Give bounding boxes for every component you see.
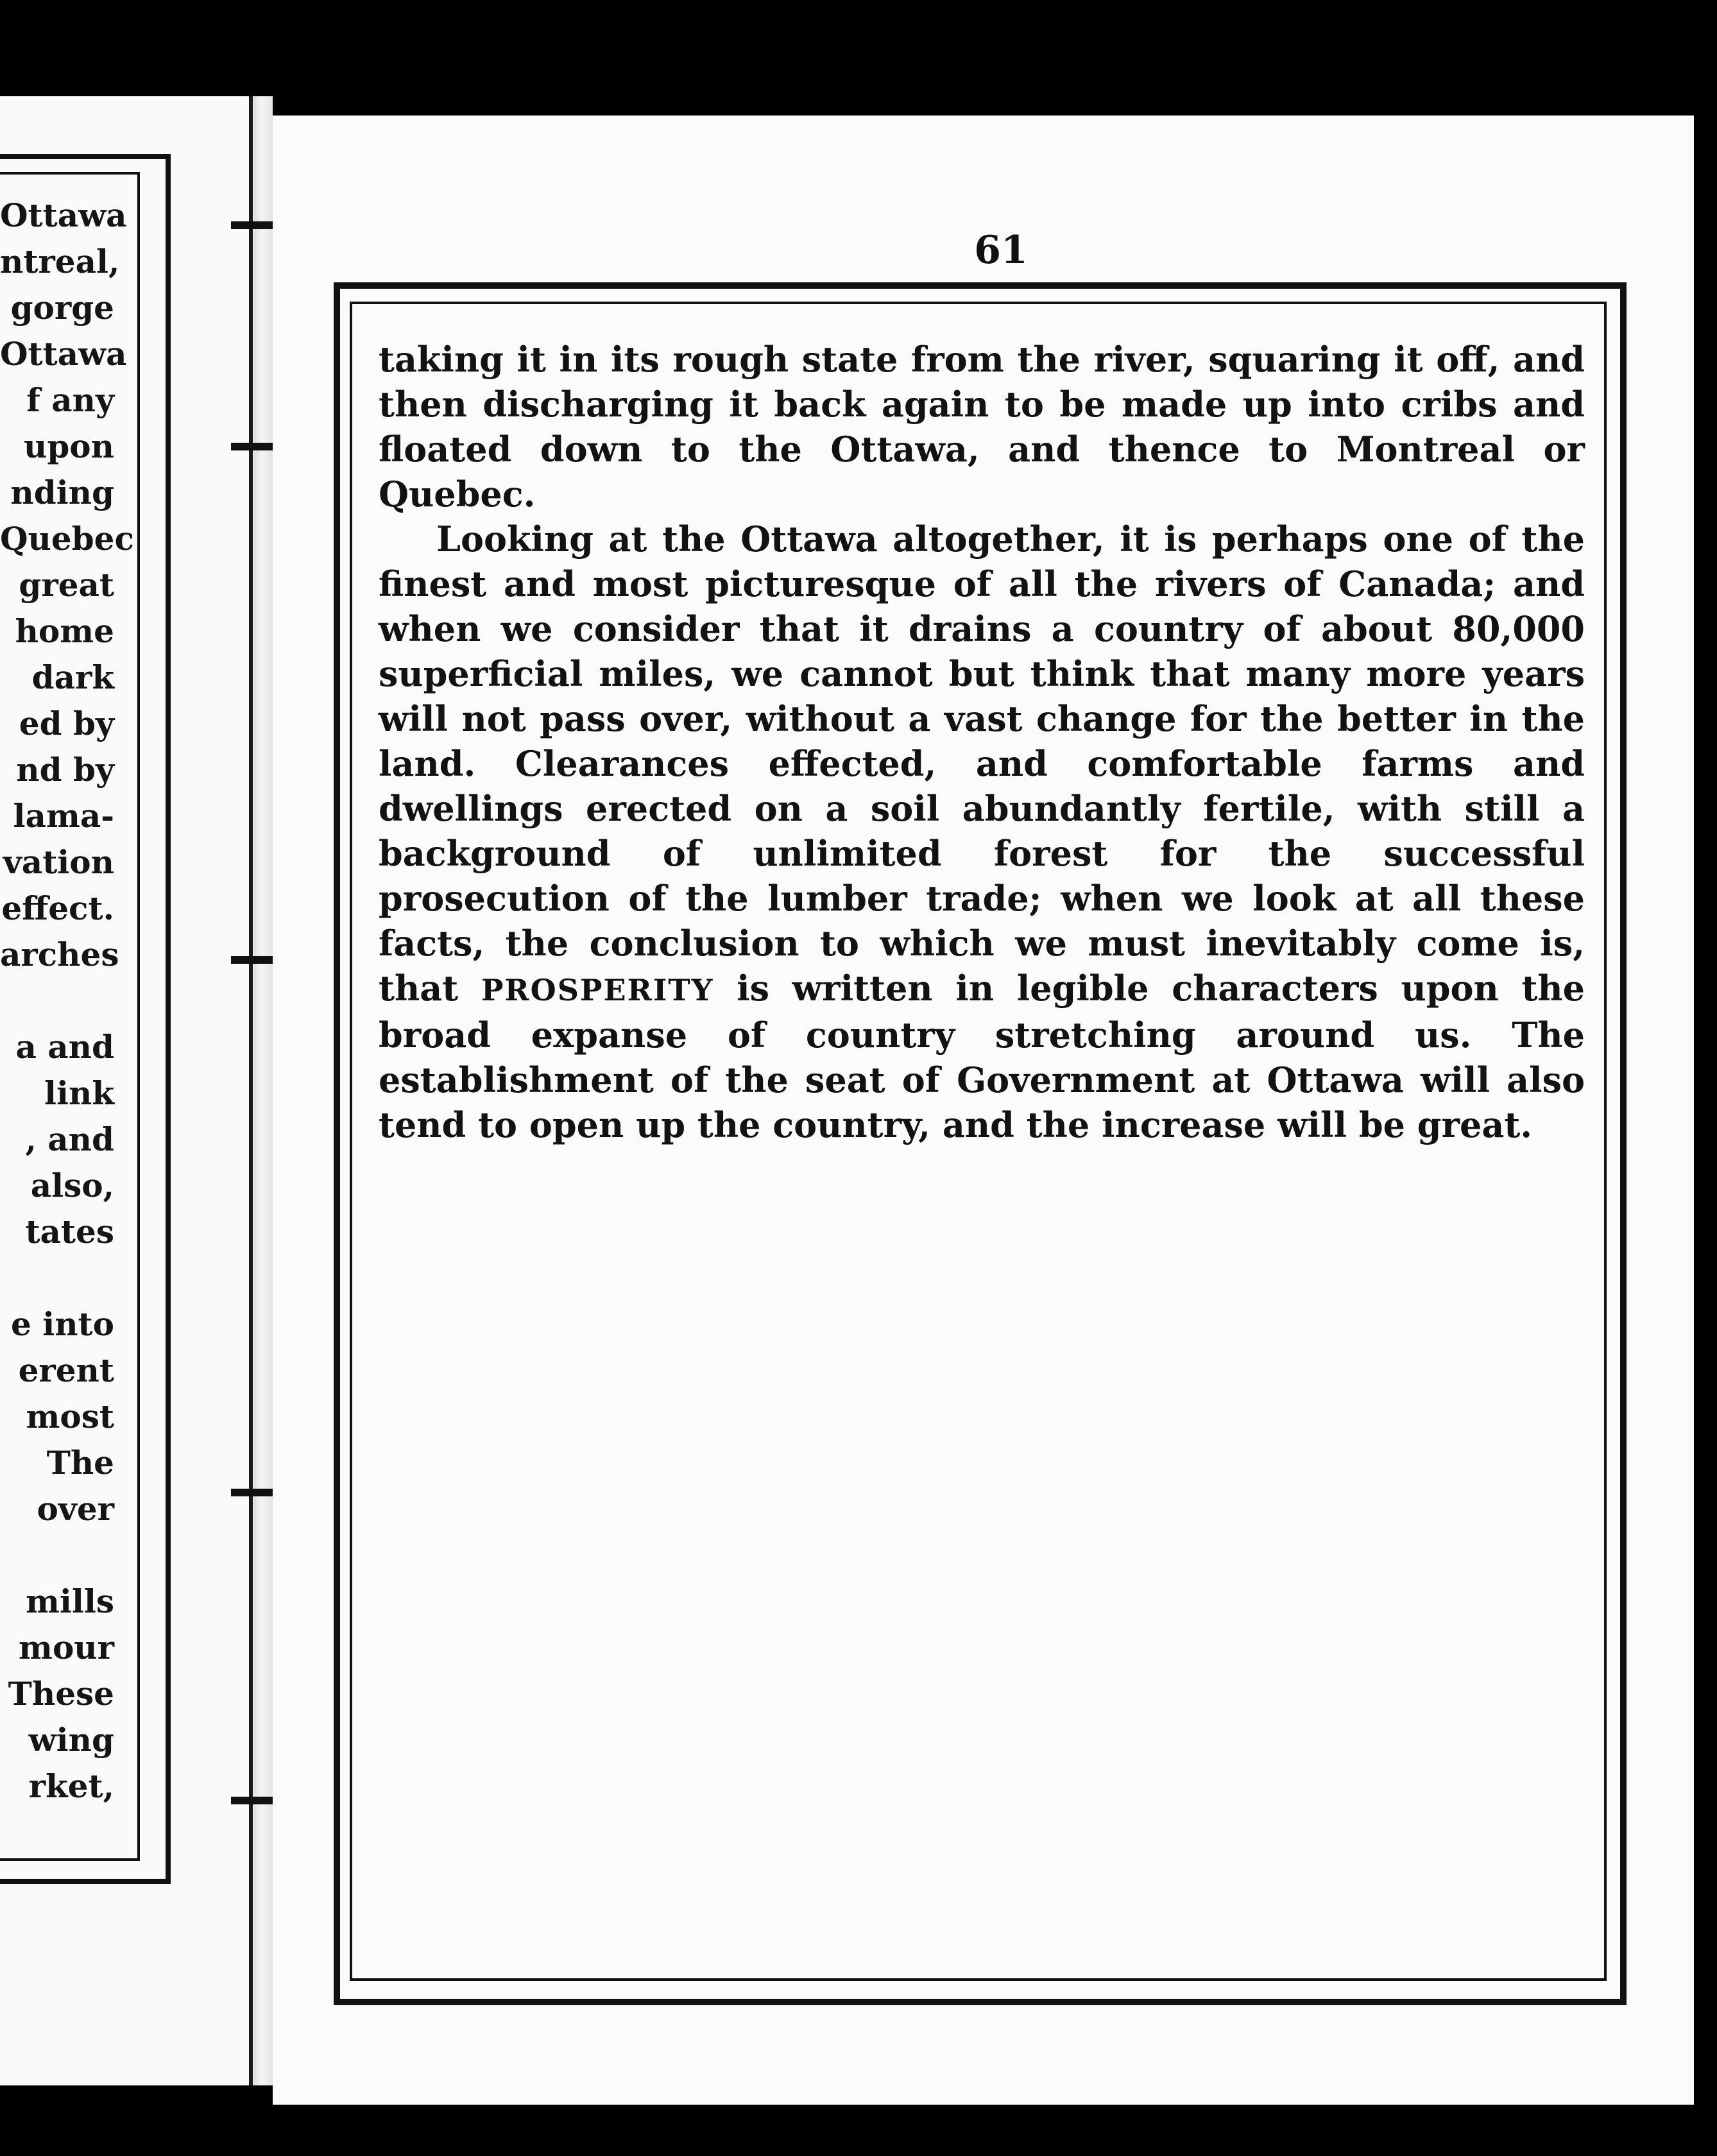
paragraph-text: is written in legible characters upon the broad expanse of country stretching around us. The establishment of the seat of Government at Ottawa will also tend to open up the country, and the increase will be great. [379, 968, 1585, 1145]
left-page-line: Ottawa [0, 196, 127, 234]
left-page-line: also, [30, 1167, 114, 1204]
left-page-line: a and [15, 1028, 114, 1066]
left-page-line [0, 1532, 114, 1579]
binding-stitch [231, 1797, 276, 1804]
binding-stitch [231, 956, 276, 964]
left-page-line: upon [23, 427, 114, 465]
page-number: 61 [974, 228, 1028, 273]
binding-gutter [253, 96, 273, 2085]
left-page-line: vation [3, 843, 114, 881]
left-page-line: most [26, 1398, 114, 1435]
left-page-line [0, 978, 114, 1024]
binding-stitch [231, 443, 276, 450]
binding-spine-line [249, 96, 253, 2085]
body-text [379, 337, 1585, 1147]
binding-stitch [231, 221, 276, 229]
left-page-line: wing [28, 1721, 114, 1759]
emphasis-prosperity: PROSPERITY [481, 973, 714, 1007]
left-page-line: dark [31, 658, 114, 696]
left-page-line: effect. [1, 889, 114, 927]
left-page-line: gorge [10, 289, 114, 327]
left-page-line: The [46, 1444, 114, 1482]
left-page-line [0, 1255, 114, 1301]
left-page-line: home [15, 612, 114, 650]
left-page-line: arches [0, 936, 119, 973]
left-page-text-fragments [0, 193, 134, 1810]
left-page-line: Quebec [0, 520, 134, 558]
left-page-line: nd by [16, 751, 114, 789]
left-page-line: Ottawa [0, 335, 127, 373]
left-page-line: link [44, 1074, 114, 1112]
left-page-line: great [19, 566, 114, 604]
left-page-line: ed by [19, 705, 114, 742]
paragraph-text: Looking at the Ottawa altogether, it is perhaps one of the finest and most picturesque of all the rivers of Canada; and when we consider that it drains a country of about 80,000 superficial miles, we cannot but think that many more years will not pass over, without a vast change for the better in the land. Clearances effected, and comfortable farms and dwellings erected on a soil abundantly fertile, with still a background of unlimited forest for the successful prosecution of the lumber trade; when we look at all these facts, the conclusion to which we must inevitably come is, that [379, 518, 1585, 1009]
left-page-line: , and [25, 1120, 114, 1158]
paragraph-ottawa-summary [379, 517, 1585, 1147]
left-page-line: over [37, 1490, 114, 1528]
left-page-line: nding [10, 474, 114, 511]
paragraph-continuation: taking it in its rough state from the river, squaring it off, and then discharging it back again to be made up into cribs and floated down to the Ottawa, and thence to Montreal or Quebec. [379, 339, 1585, 515]
left-page-line: mills [25, 1582, 114, 1620]
left-page-line: rket, [28, 1767, 114, 1805]
left-page-line: These [8, 1675, 114, 1713]
left-page-line: e into [10, 1305, 114, 1343]
left-page-line: ntreal, [0, 243, 120, 280]
left-page-line: mour [19, 1629, 114, 1666]
left-page-line: lama- [13, 797, 114, 835]
left-page-line: f any [26, 381, 114, 419]
left-page-line: tates [25, 1213, 114, 1251]
binding-stitch [231, 1489, 276, 1496]
left-page-line: erent [18, 1351, 114, 1389]
